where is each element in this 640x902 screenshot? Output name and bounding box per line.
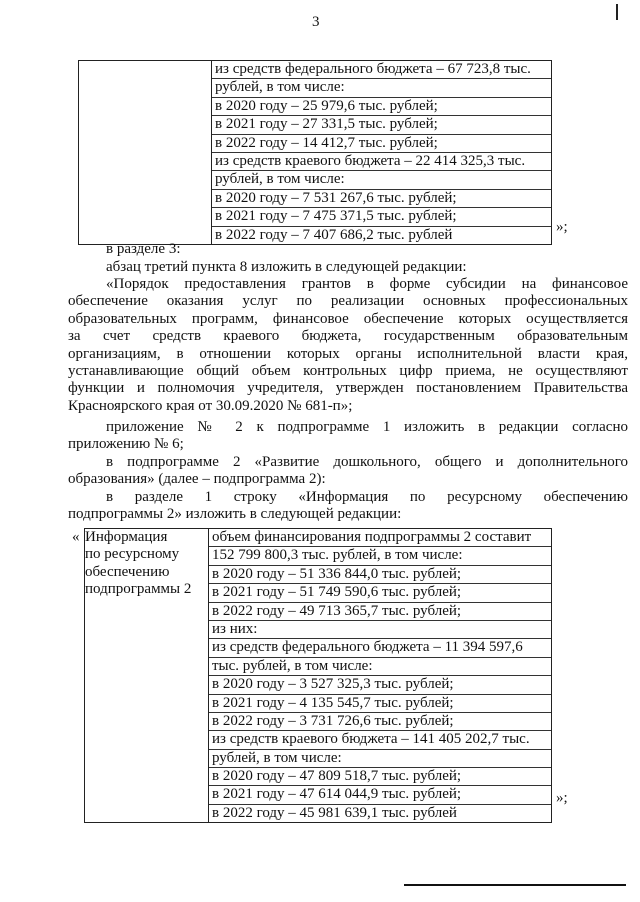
table-line: рублей, в том числе: — [212, 171, 551, 189]
table-line: в 2020 году – 7 531 267,6 тыс. рублей; — [212, 190, 551, 208]
table2-lines — [209, 529, 551, 822]
table-line: из них: — [209, 621, 551, 639]
closing-quote-1: »; — [556, 219, 568, 235]
table-line: в 2021 году – 47 614 044,9 тыс. рублей; — [209, 786, 551, 804]
funding-table-2-left-cell — [85, 529, 209, 823]
text-line: в подпрограмме 2 «Развитие дошкольного, общего и дополнительного — [106, 454, 628, 470]
table-line: рублей, в том числе: — [212, 79, 551, 97]
table-line: из средств краевого бюджета – 141 405 202,7 тыс. — [209, 731, 551, 749]
table-line: в 2022 году – 14 412,7 тыс. рублей; — [212, 135, 551, 153]
table-line: в 2020 году – 51 336 844,0 тыс. рублей; — [209, 566, 551, 584]
table-line: из средств федерального бюджета – 67 723,8 тыс. — [212, 61, 551, 79]
text-line: подпрограммы 2» изложить в следующей редакции: — [68, 506, 402, 523]
funding-table-2 — [84, 528, 552, 823]
table-line: в 2022 году – 45 981 639,1 тыс. рублей — [212, 804, 457, 821]
funding-table-1 — [78, 60, 552, 245]
text-line: приложению № 6; — [68, 436, 184, 453]
table-line: в 2022 году – 49 713 365,7 тыс. рублей; — [209, 603, 551, 621]
paragraph-grants-order — [68, 276, 628, 415]
text-line: функции и полномочия учредителя, утвержден постановлением Правительства — [68, 380, 628, 397]
table-line: в 2020 году – 47 809 518,7 тыс. рублей; — [209, 768, 551, 786]
row-header-line: Информация — [85, 529, 168, 545]
table-line: из средств краевого бюджета – 22 414 325,3 тыс. — [212, 153, 551, 171]
table-line: тыс. рублей, в том числе: — [209, 658, 551, 676]
corner-mark — [616, 4, 618, 20]
text-line: за счет средств краевого бюджета, государственным образовательным — [68, 328, 628, 345]
table-line: в 2022 году – 7 407 686,2 тыс. рублей — [215, 226, 453, 243]
paragraph-subprogram-2 — [68, 454, 628, 489]
paragraph-point-8: абзац третий пункта 8 изложить в следующей редакции: — [106, 259, 467, 275]
text-line: обеспечение оказания услуг по реализации основных профессиональных — [68, 293, 628, 310]
paragraph-appendix-2 — [68, 419, 628, 454]
text-line: устанавливающие общий объем контрольных цифр приема, не осуществляют — [68, 363, 628, 380]
table-line: в 2021 году – 27 331,5 тыс. рублей; — [212, 116, 551, 134]
table-line: в 2021 году – 7 475 371,5 тыс. рублей; — [212, 208, 551, 226]
funding-table-2-right-cell — [209, 529, 552, 823]
text-line: организациям, в отношении которых органы исполнительной власти края, — [68, 345, 628, 362]
text-line: «Порядок предоставления грантов в форме субсидии на финансовое — [106, 276, 628, 292]
table-line: в 2020 году – 3 527 325,3 тыс. рублей; — [209, 676, 551, 694]
row-header-line: обеспечению — [85, 563, 170, 580]
funding-table-1-left-cell — [79, 61, 212, 245]
text-line: приложение № 2 к подпрограмме 1 изложить в редакции согласно — [106, 419, 628, 435]
funding-table-1-right-cell — [212, 61, 552, 245]
signature-line — [404, 884, 626, 886]
row-header-line: по ресурсному — [85, 546, 180, 563]
closing-quote-2: »; — [556, 790, 568, 806]
table-line: 152 799 800,3 тыс. рублей, в том числе: — [209, 547, 551, 565]
text-line: образования» (далее – подпрограмма 2): — [68, 471, 326, 488]
text-line: в разделе 1 строку «Информация по ресурсному обеспечению — [106, 489, 628, 505]
row-header-line: подпрограммы 2 — [85, 581, 192, 598]
text-line: Красноярского края от 30.09.2020 № 681-п»; — [68, 397, 353, 414]
opening-quote-2: « — [72, 529, 80, 545]
table-line: в 2020 году – 25 979,6 тыс. рублей; — [212, 98, 551, 116]
table-line: в 2022 году – 3 731 726,6 тыс. рублей; — [209, 713, 551, 731]
table-line: из средств федерального бюджета – 11 394 597,6 — [209, 639, 551, 657]
paragraph-section-1-row — [68, 489, 628, 524]
paragraph-section-3: в разделе 3: — [106, 241, 181, 257]
page-number: 3 — [312, 14, 320, 30]
table-line: рублей, в том числе: — [209, 750, 551, 768]
text-line: образовательных программ, финансовое обеспечение которых осуществляется — [68, 310, 628, 327]
table-line: в 2021 году – 4 135 545,7 тыс. рублей; — [209, 695, 551, 713]
table-line: в 2021 году – 51 749 590,6 тыс. рублей; — [209, 584, 551, 602]
table-line: объем финансирования подпрограммы 2 составит — [209, 529, 551, 547]
table1-lines — [212, 61, 551, 244]
